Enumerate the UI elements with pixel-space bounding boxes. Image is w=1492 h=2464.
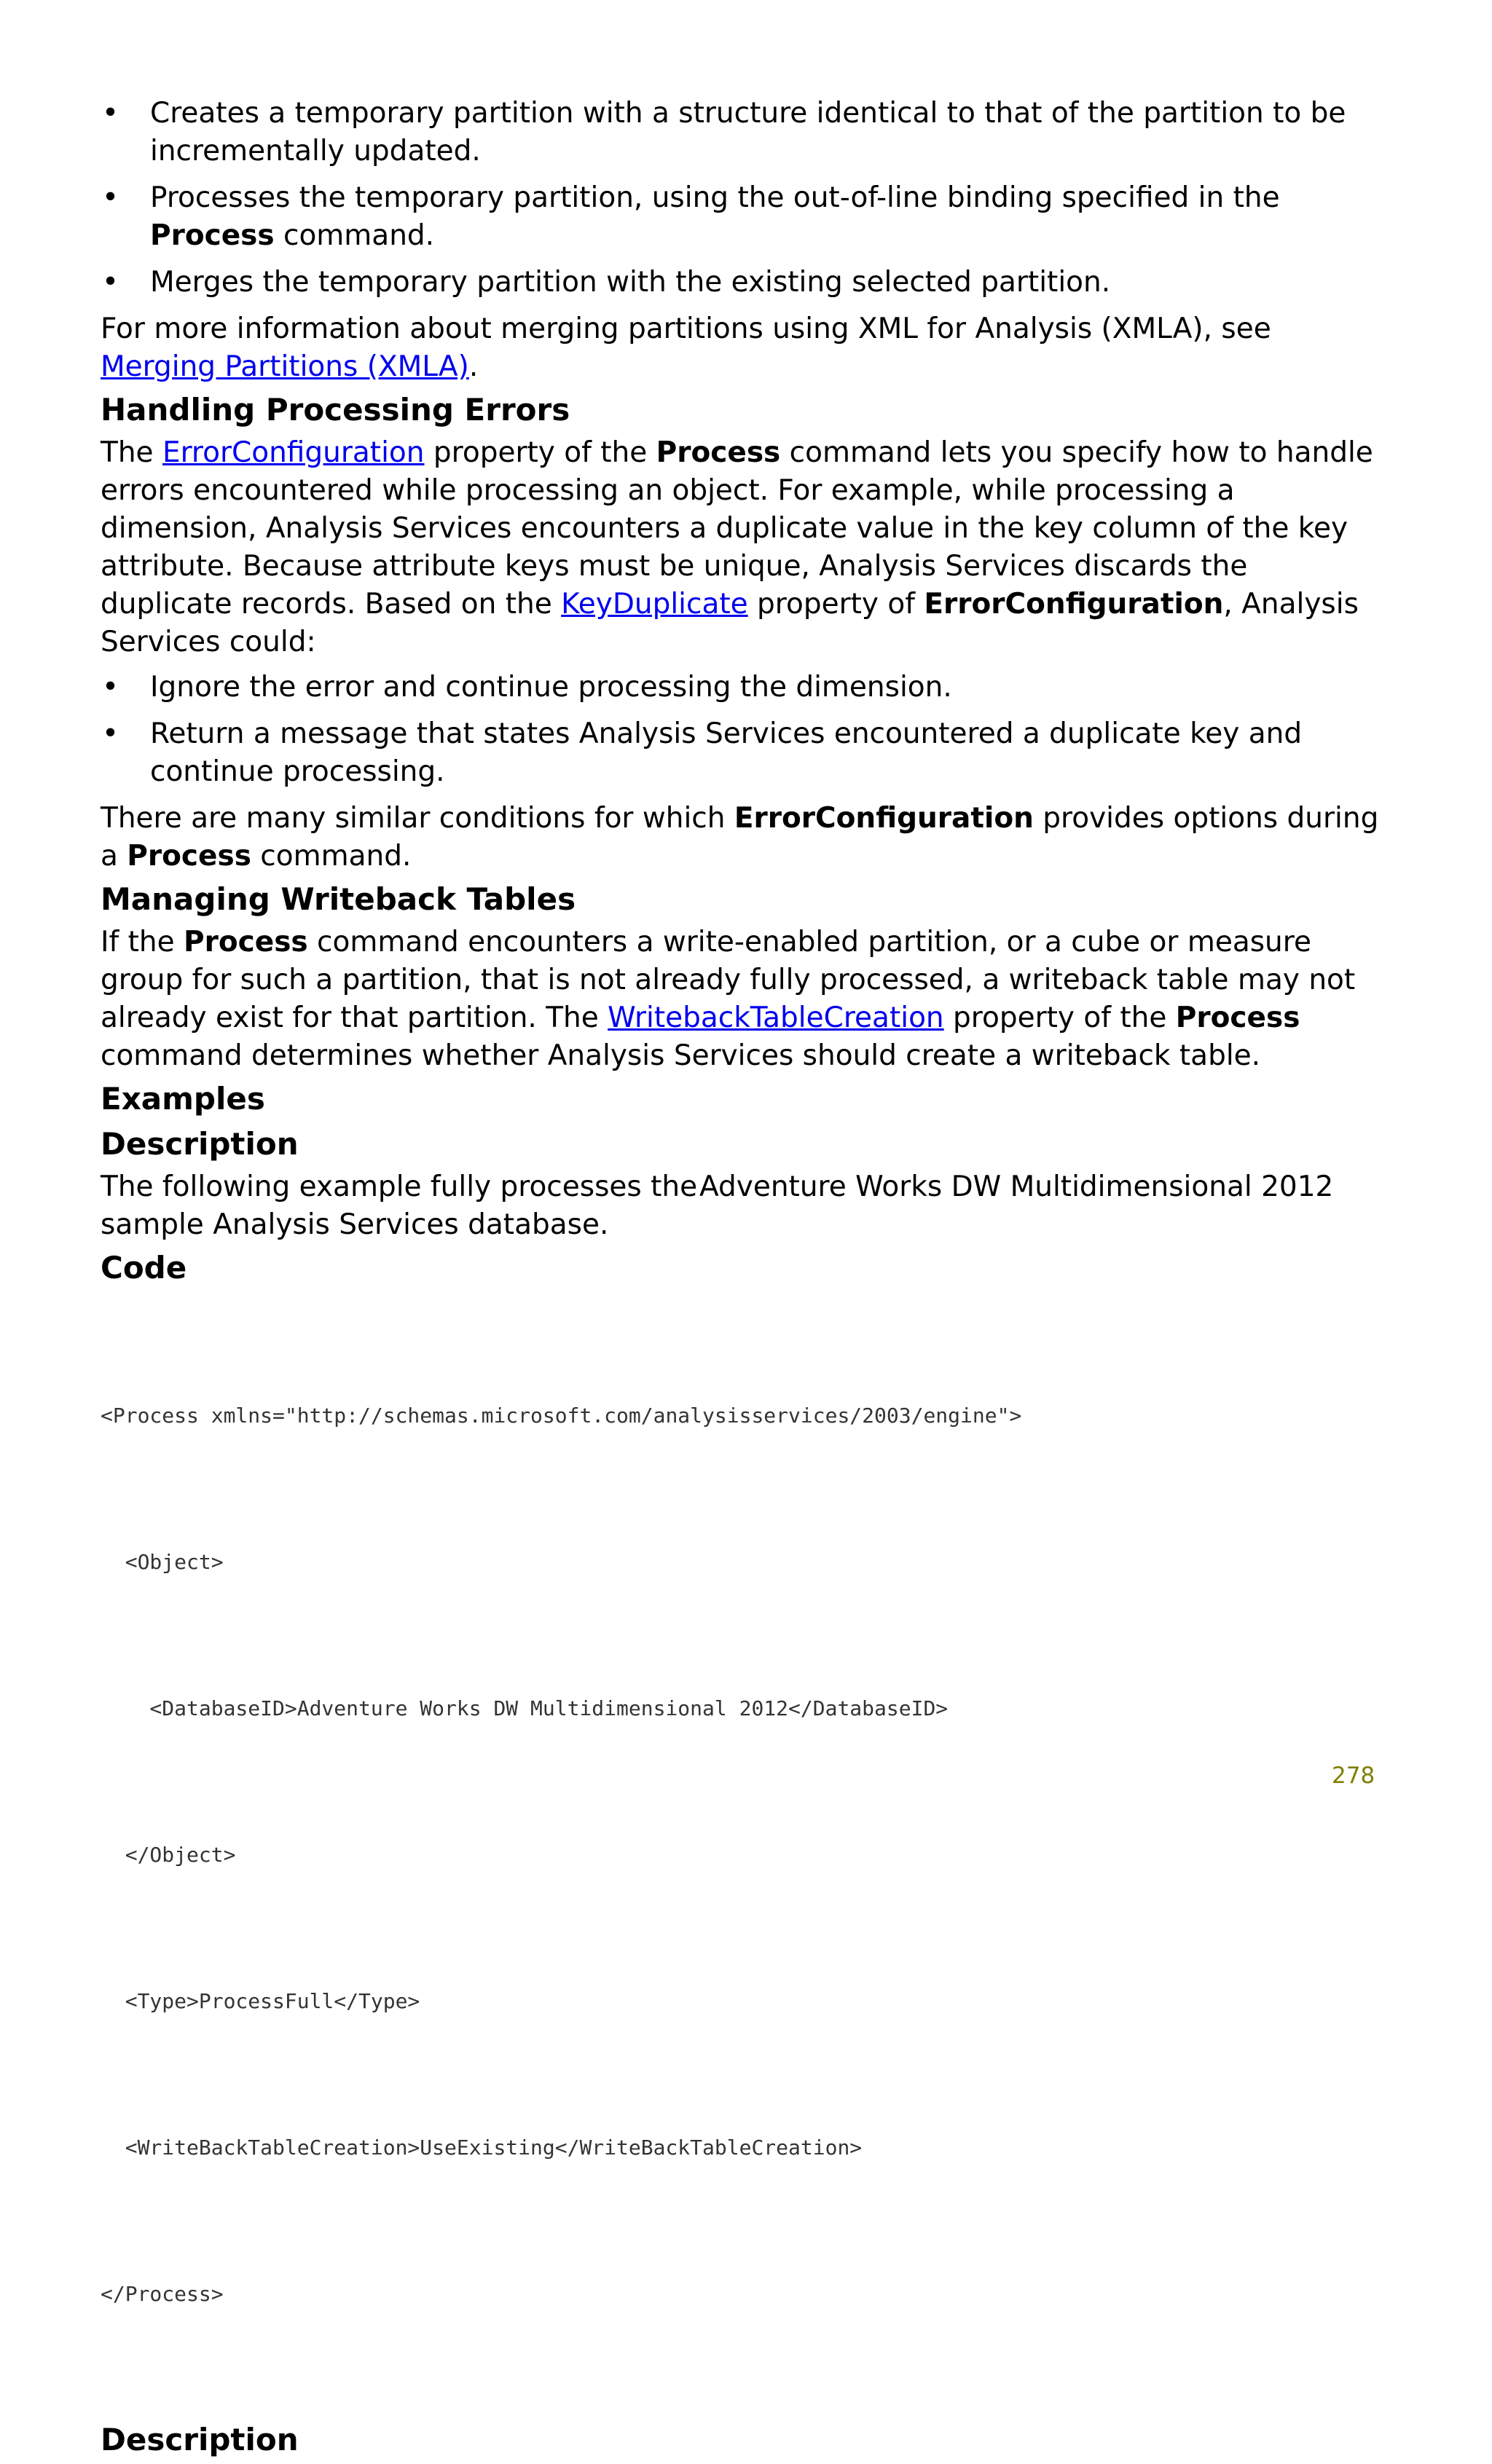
code-line: <Object> xyxy=(101,1550,224,1574)
code-line: <WriteBackTableCreation>UseExisting</WriteBackTableCreation> xyxy=(101,2136,863,2160)
merge-info-paragraph: For more information about merging partitions using XML for Analysis (XMLA), see Merging Partitions (XMLA). xyxy=(101,312,1271,383)
description-left: The following example fully processes the xyxy=(101,1170,698,1203)
process-steps-list xyxy=(101,95,1383,302)
page-number: 278 xyxy=(1332,1763,1375,1789)
code-line: </Object> xyxy=(101,1843,236,1867)
document-page xyxy=(101,95,1383,2464)
code-line: <Process xmlns="http://schemas.microsoft.com/analysisservices/2003/engine"> xyxy=(101,1404,1022,1428)
errors-paragraph: The ErrorConfiguration property of the Process command lets you specify how to handle errors encountered while processing an object. For example, while processing a dimension, Analysis Services encounters a duplicate value in the key column of the key attribute. Because attribute keys must be unique, Analysis Services discards the duplicate records. Based on the KeyDuplicate property of ErrorConfiguration, Analysis Services could: xyxy=(101,436,1373,658)
heading-description: Description xyxy=(101,1126,299,1162)
writeback-paragraph: If the Process command encounters a write-enabled partition, or a cube or measure group for such a partition, that is not already fully processed, a writeback table may not already exist for that partition. The WritebackTableCreation property of the Process command determines whether Analysis Services should create a writeback table. xyxy=(101,926,1356,1072)
heading-examples: Examples xyxy=(101,1081,265,1117)
list-item: • Merges the temporary partition with the existing selected partition. xyxy=(101,264,1383,302)
code-line: <DatabaseID>Adventure Works DW Multidimensional 2012</DatabaseID> xyxy=(101,1696,949,1720)
list-item: • Processes the temporary partition, using the out-of-line binding specified in the Process command. xyxy=(101,179,1383,255)
merging-partitions-link[interactable]: Merging Partitions (XMLA) xyxy=(101,350,469,383)
heading-handling-errors: Handling Processing Errors xyxy=(101,392,570,428)
description-line-2: sample Analysis Services database. xyxy=(101,1208,609,1241)
example-description xyxy=(101,1168,1383,1206)
error-options-list xyxy=(101,669,1383,791)
code-line: </Process> xyxy=(101,2282,224,2306)
errorconfiguration-link[interactable]: ErrorConfiguration xyxy=(162,436,425,469)
list-item: • Return a message that states Analysis Services encountered a duplicate key and continue processing. xyxy=(101,715,1383,791)
similar-conditions-paragraph: There are many similar conditions for which ErrorConfiguration provides options during a Process command. xyxy=(101,802,1379,873)
list-item: • Ignore the error and continue processing the dimension. xyxy=(101,669,1383,706)
code-block xyxy=(101,1294,1383,2416)
writebacktablecreation-link[interactable]: WritebackTableCreation xyxy=(608,1001,944,1034)
list-item: • Creates a temporary partition with a structure identical to that of the partition to be incrementally updated. xyxy=(101,95,1383,170)
database-name: Adventure Works DW Multidimensional 2012 xyxy=(699,1170,1334,1203)
keyduplicate-link[interactable]: KeyDuplicate xyxy=(561,588,748,621)
heading-code: Code xyxy=(101,1250,187,1286)
code-line: <Type>ProcessFull</Type> xyxy=(101,1989,420,2013)
heading-description-2: Description xyxy=(101,2422,299,2457)
heading-writeback: Managing Writeback Tables xyxy=(101,881,576,917)
